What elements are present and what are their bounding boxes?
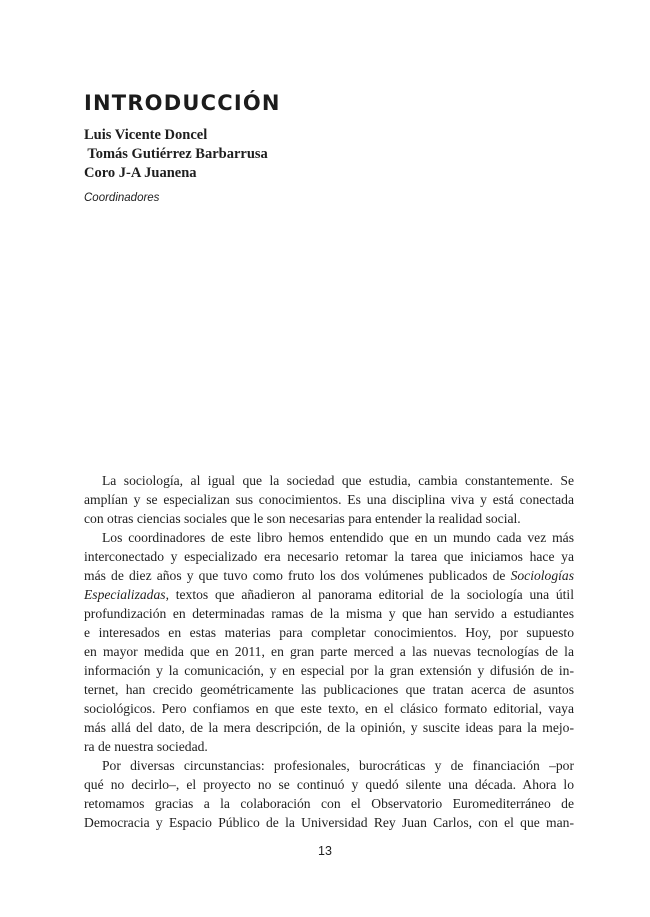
text-line: con otras ciencias sociales que le son necesarias para entender la realidad social. [84, 511, 521, 526]
text-line: ra de nuestra sociedad. [84, 739, 208, 754]
chapter-title: INTRODUCCIÓN [84, 91, 281, 115]
text-line: e interesados en estas materias para completar conocimientos. Hoy, por supuesto [84, 625, 574, 640]
paragraph [84, 756, 574, 832]
text-line [84, 585, 574, 604]
text-line: interconectado y especializado era necesario retomar la tarea que iniciamos hace ya [84, 549, 574, 564]
text-line: sociológicos. Pero confiamos en que este texto, en el clásico formato editorial, vaya [84, 701, 574, 716]
text-segment: , textos que añadieron al panorama editorial de la sociología una útil [165, 587, 574, 602]
author-role: Coordinadores [84, 192, 160, 204]
text-line: retomamos gracias a la colaboración con el Observatorio Euromediterráneo de [84, 796, 574, 811]
text-line: Los coordinadores de este libro hemos entendido que en un mundo cada vez más [102, 530, 574, 545]
body-text [84, 471, 574, 832]
book-title-italic: Sociologías [510, 568, 574, 583]
paragraph [84, 528, 574, 756]
text-line: Por diversas circunstancias: profesionales, burocráticas y de financiación –por [102, 758, 574, 773]
text-line: profundización en determinadas ramas de la misma y que han servido a estudiantes [84, 606, 574, 621]
text-segment: más de diez años y que tuvo como fruto los dos volúmenes publicados de [84, 568, 511, 583]
text-line: en mayor medida que en 2011, en gran parte merced a las nuevas tecnologías de la [84, 644, 574, 659]
text-line: La sociología, al igual que la sociedad que estudia, cambia constantemente. Se [102, 473, 574, 488]
text-line: información y la comunicación, y en especial por la gran extensión y difusión de in- [84, 663, 574, 678]
author-name: Tomás Gutiérrez Barbarrusa [84, 146, 268, 162]
page-number: 13 [318, 844, 332, 858]
author-name: Luis Vicente Doncel [84, 127, 208, 143]
text-line: amplían y se especializan sus conocimientos. Es una disciplina viva y está conectada [84, 492, 574, 507]
text-line: qué no decirlo–, el proyecto no se continuó y quedó silente una década. Ahora lo [84, 777, 574, 792]
text-line: más allá del dato, de la mera descripción, de la opinión, y suscite ideas para la mejo- [84, 720, 574, 735]
author-list [84, 126, 268, 183]
book-title-italic: Especializadas [84, 587, 166, 602]
text-line: ternet, han crecido geométricamente las publicaciones que tratan acerca de asuntos [84, 682, 574, 697]
text-line: Democracia y Espacio Público de la Universidad Rey Juan Carlos, con el que man- [84, 815, 574, 830]
author-name: Coro J-A Juanena [84, 165, 197, 181]
paragraph [84, 471, 574, 528]
text-line [84, 566, 574, 585]
